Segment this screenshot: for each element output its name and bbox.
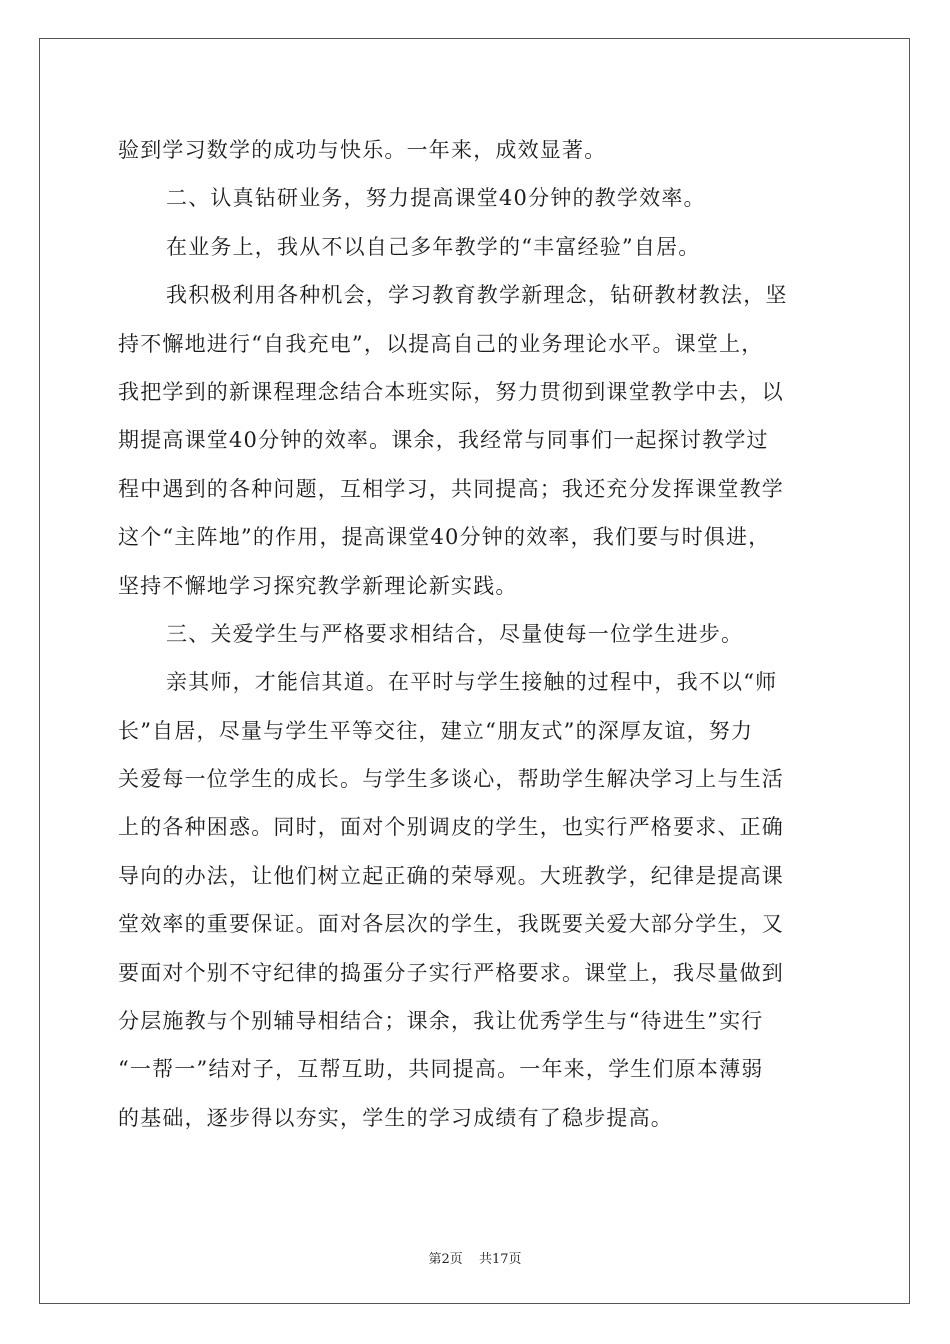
text-line: 验到学习数学的成功与快乐。一年来，成效显著。 (118, 138, 607, 162)
text-line: 程中遇到的各种问题，互相学习，共同提高；我还充分发挥课堂教学 (118, 476, 784, 501)
text-line: 的基础，逐步得以夯实，学生的学习成绩有了稳步提高。 (118, 1105, 673, 1130)
text-line: 要面对个别不守纪律的捣蛋分子实行严格要求。课堂上，我尽量做到 (118, 960, 784, 985)
section-heading-3: 三、关爱学生与严格要求相结合，尽量使每一位学生进步。 (166, 621, 744, 646)
text-line: 我把学到的新课程理念结合本班实际，努力贯彻到课堂教学中去，以 (118, 379, 784, 404)
text-line: “一帮一”结对子，互帮互助，共同提高。一年来，学生们原本薄弱 (118, 1057, 764, 1082)
text-line: 上的各种困惑。同时，面对个别调皮的学生，也实行严格要求、正确 (118, 815, 784, 840)
text-line: 持不懈地进行“自我充电”，以提高自己的业务理论水平。课堂上， (118, 331, 764, 356)
text-line: 在业务上，我从不以自己多年教学的“丰富经验”自居。 (166, 234, 701, 259)
page-total: 共17页 (478, 1252, 522, 1267)
text-line: 亲其师，才能信其道。在平时与学生接触的过程中，我不以“师 (166, 670, 778, 695)
text-line: 分层施教与个别辅导相结合；课余，我让优秀学生与“待进生”实行 (118, 1009, 764, 1034)
page-footer (0, 1248, 950, 1267)
document-body (118, 126, 840, 1142)
text-line: 坚持不懈地学习探究教学新理论新实践。 (118, 573, 518, 598)
text-line: 期提高课堂40分钟的效率。课余，我经常与同事们一起探讨教学过 (118, 428, 769, 453)
text-line: 导向的办法，让他们树立起正确的荣辱观。大班教学，纪律是提高课 (118, 863, 784, 888)
page-number: 第2页 (428, 1252, 463, 1267)
text-line: 这个“主阵地”的作用，提高课堂40分钟的效率，我们要与时俱进， (118, 525, 771, 550)
text-line: 关爱每一位学生的成长。与学生多谈心，帮助学生解决学习上与生活 (118, 767, 784, 792)
text-line: 堂效率的重要保证。面对各层次的学生，我既要关爱大部分学生，又 (118, 912, 784, 937)
text-line: 我积极利用各种机会，学习教育教学新理念，钻研教材教法，坚 (166, 283, 788, 308)
section-heading-2: 二、认真钻研业务，努力提高课堂40分钟的教学效率。 (166, 186, 706, 211)
text-line: 长”自居，尽量与学生平等交往，建立“朋友式”的深厚友谊，努力 (118, 718, 754, 743)
